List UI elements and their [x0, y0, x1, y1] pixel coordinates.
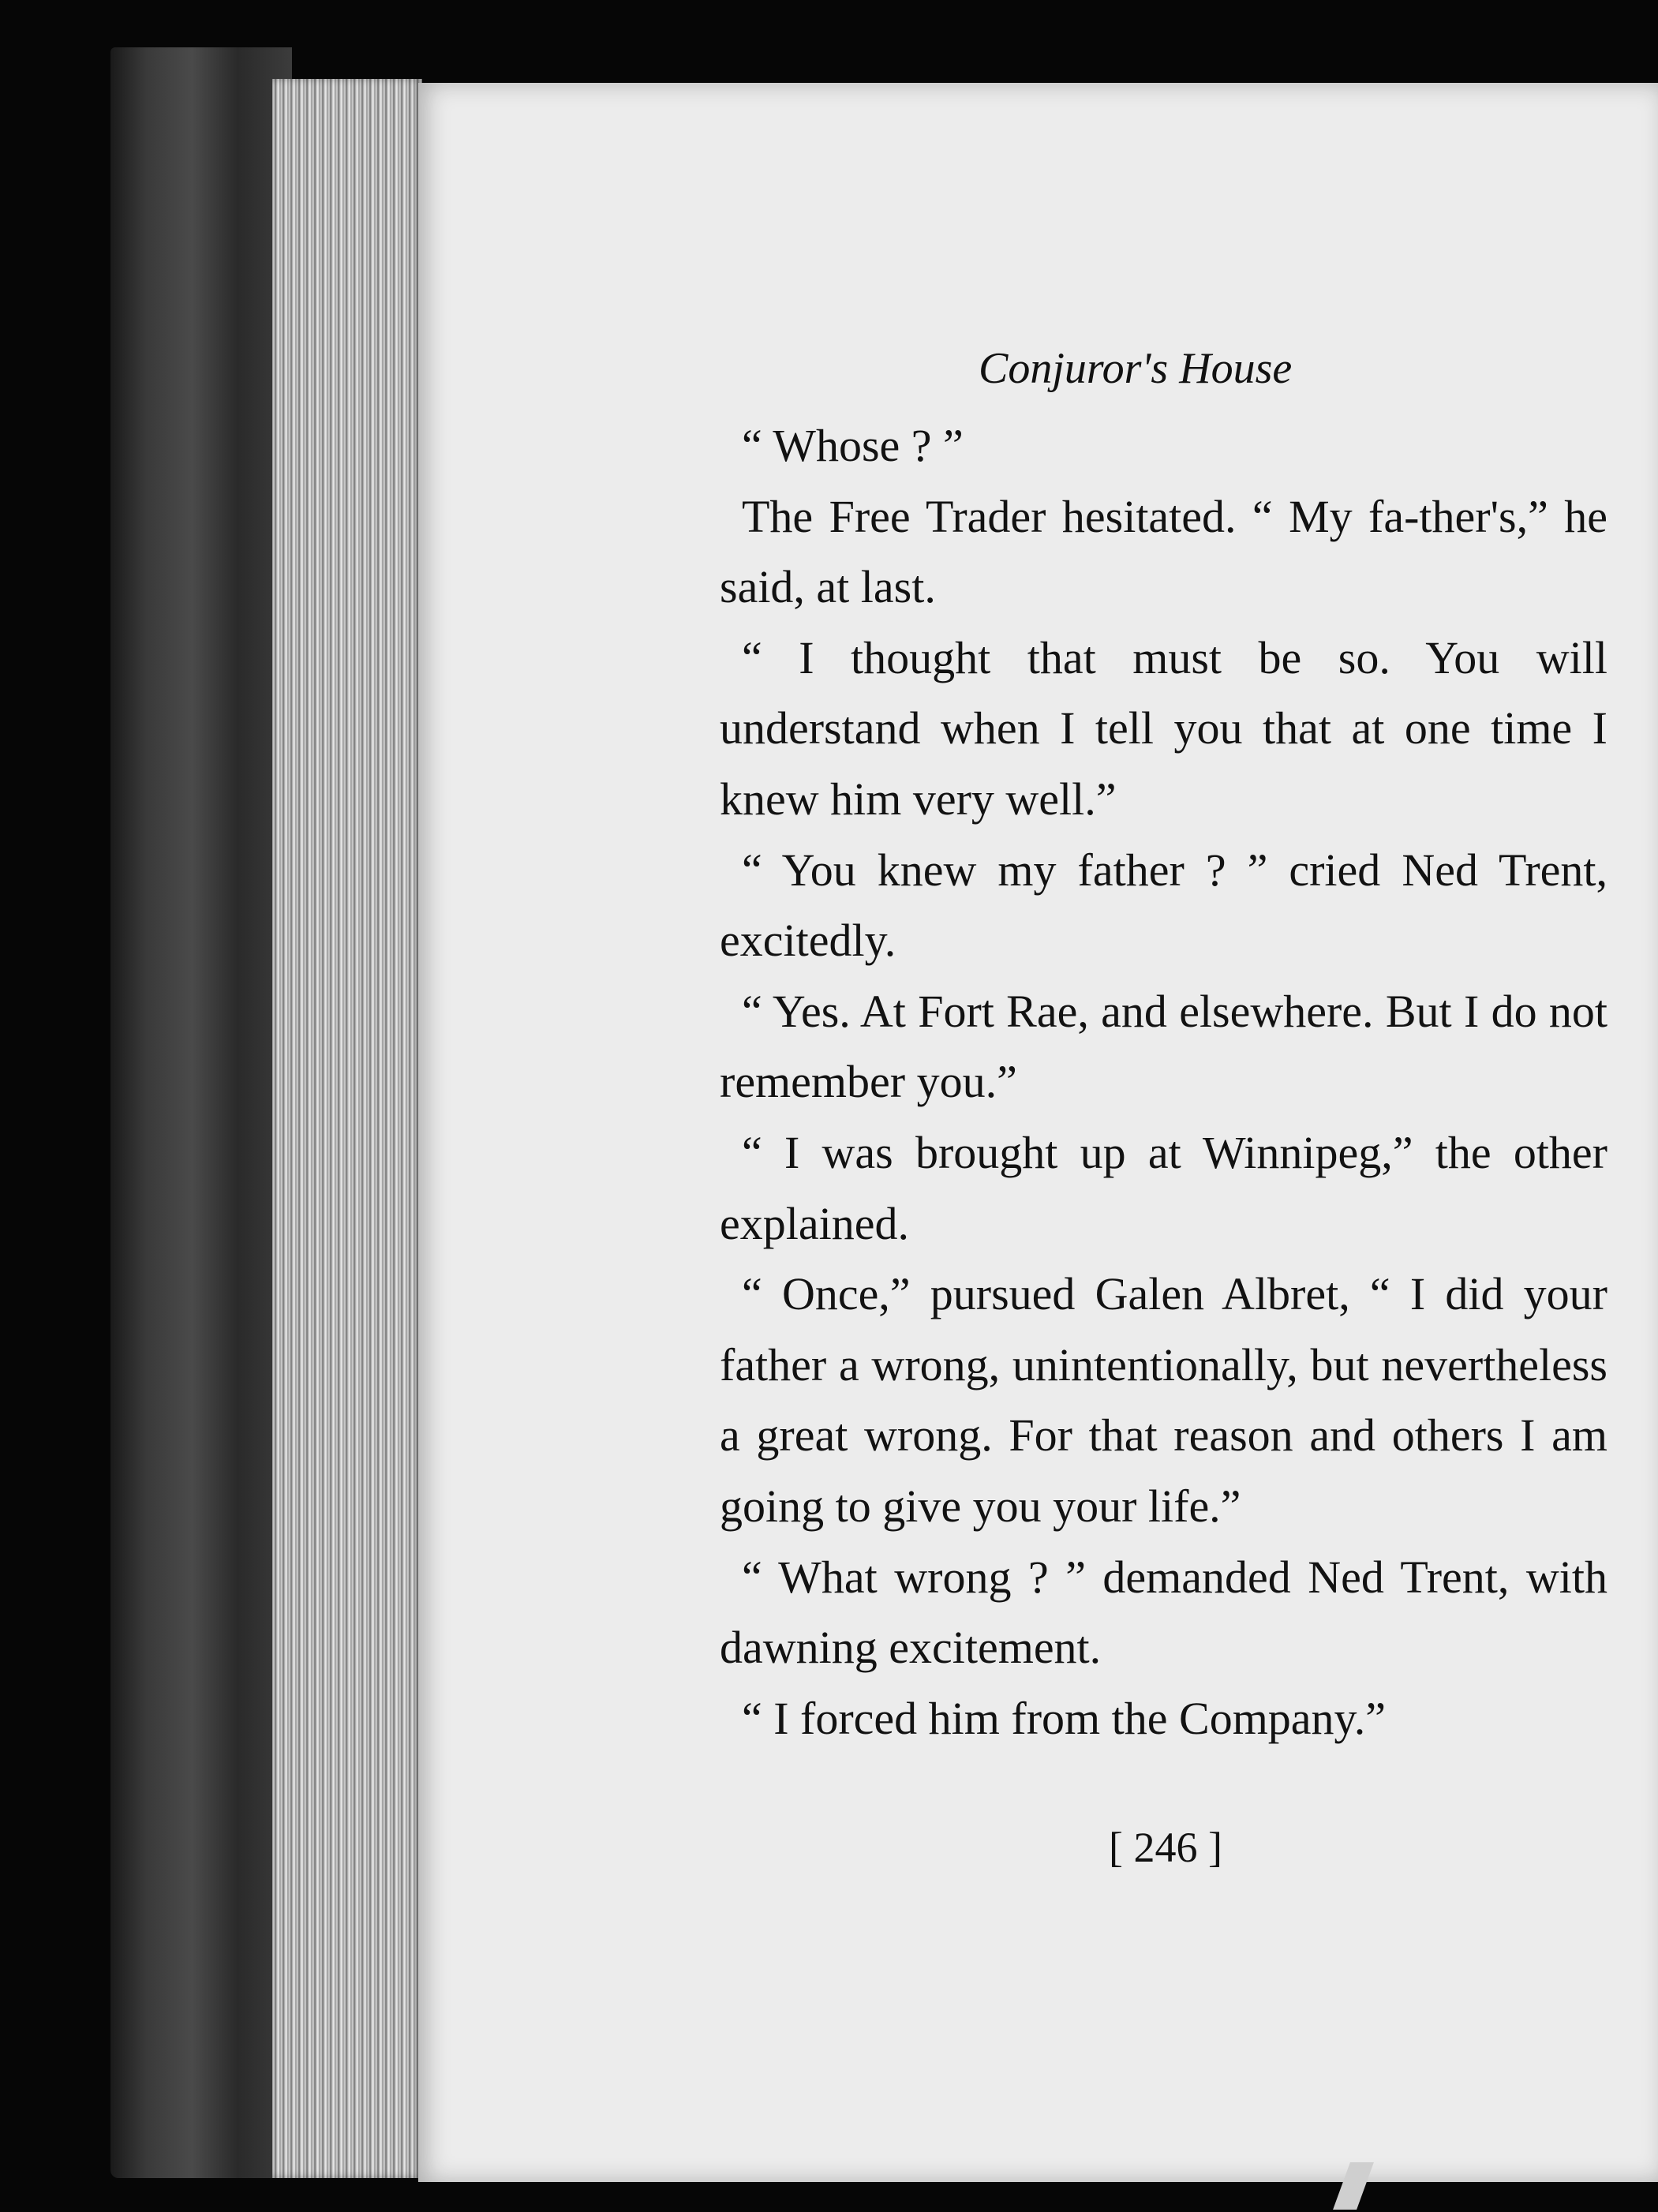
paragraph: “ I forced him from the Company.”	[742, 1692, 1387, 1744]
page-edges	[272, 79, 422, 2178]
paragraph: “ Once,” pursued Galen Albret, “ I did your father a wrong, unintentionally, but nevertheless a great wrong. For that reason and others I am going to give you your life.”	[720, 1268, 1607, 1532]
paragraph: “ I thought that must be so. You will understand when I tell you that at one time I knew him very well.”	[720, 631, 1607, 825]
paragraph: “ You knew my father ? ” cried Ned Trent, excitedly.	[720, 844, 1607, 967]
book-cover-edge	[110, 47, 292, 2178]
paragraph: “ Whose ? ”	[742, 420, 964, 471]
body-text	[720, 410, 1607, 1754]
paragraph: “ What wrong ? ” demanded Ned Trent, with dawning excitement.	[720, 1551, 1607, 1674]
paragraph: The Free Trader hesitated. “ My fa-ther's,” he said, at last.	[720, 490, 1607, 613]
page-number: [ 246 ]	[1109, 1824, 1222, 1871]
paragraph: “ I was brought up at Winnipeg,” the other explained.	[720, 1126, 1607, 1249]
paragraph: “ Yes. At Fort Rae, and elsewhere. But I do not remember you.”	[720, 985, 1607, 1108]
running-head: Conjuror's House	[979, 344, 1293, 393]
